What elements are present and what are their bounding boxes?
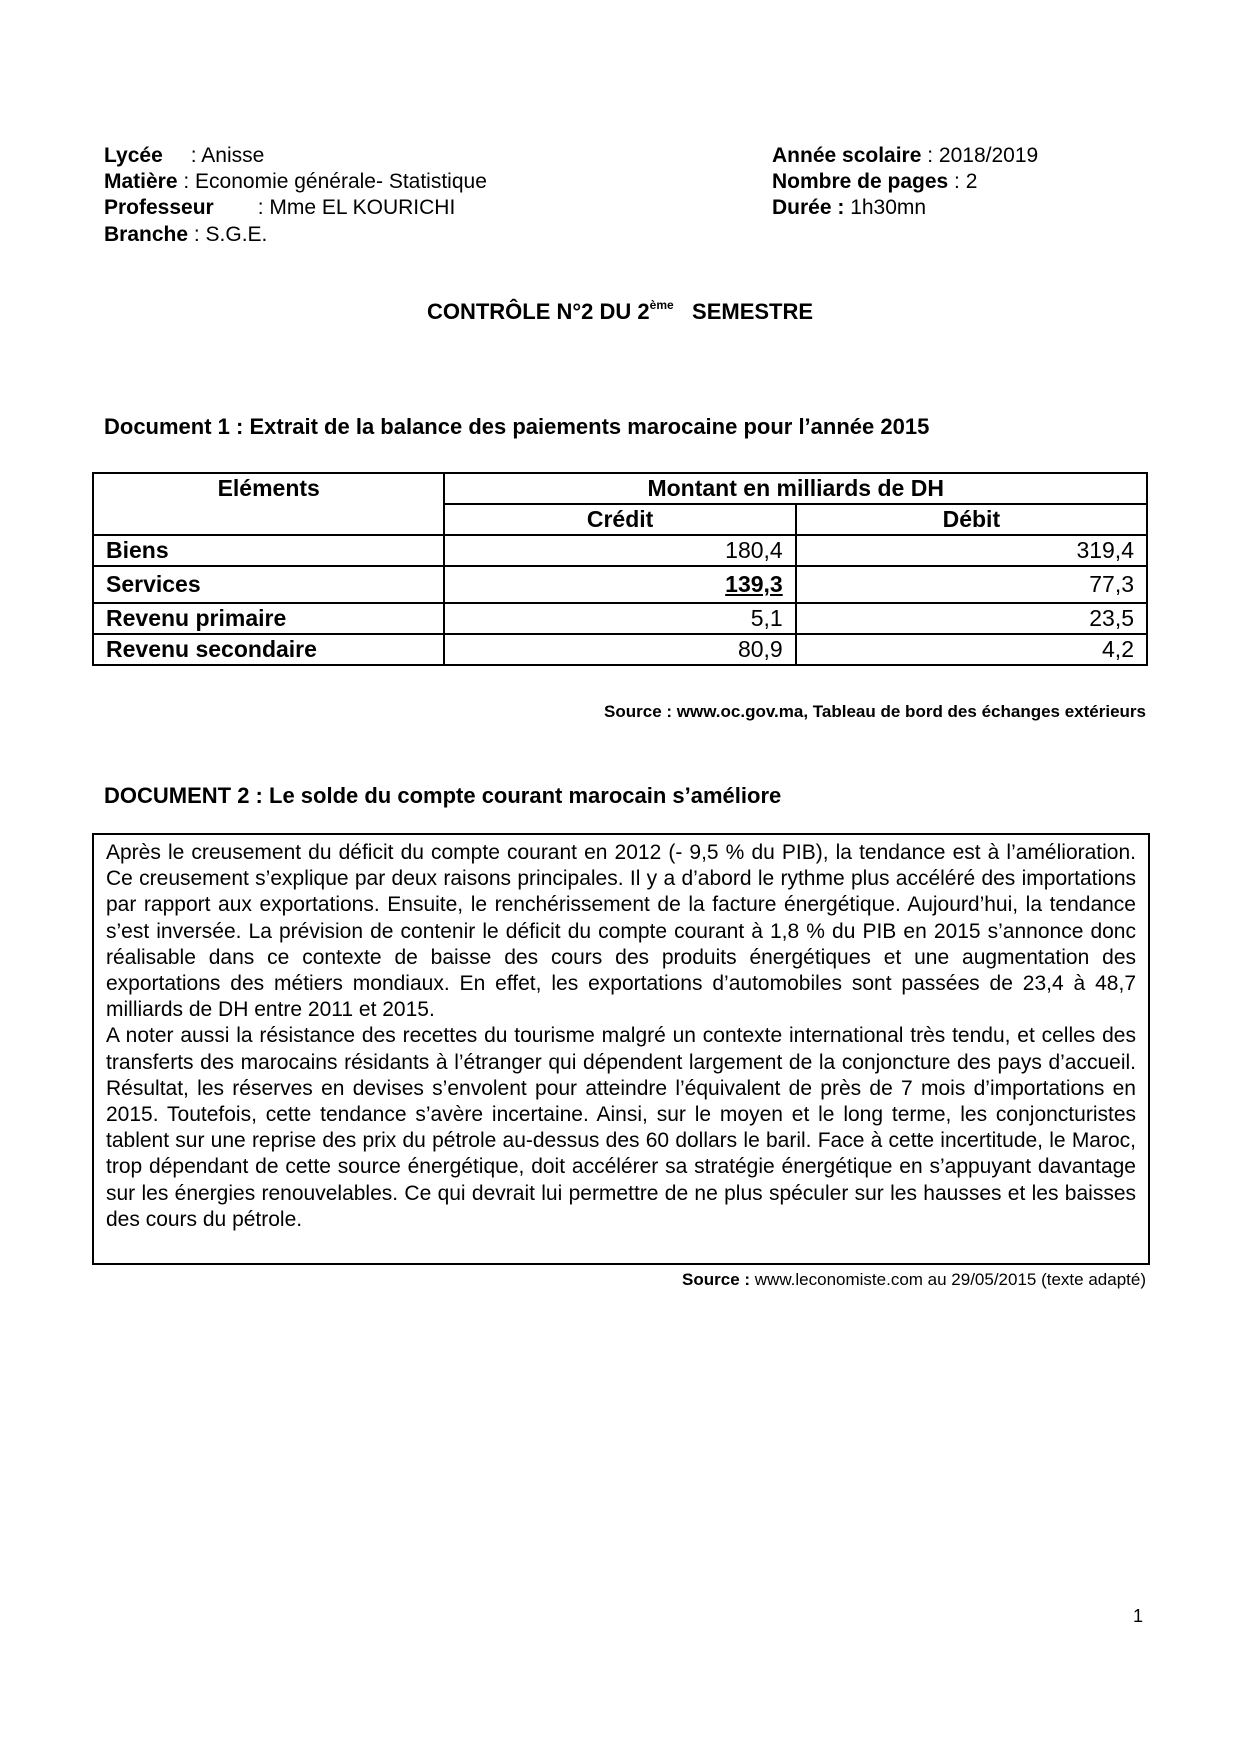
header-pages <box>772 169 977 195</box>
header-duree <box>772 195 926 221</box>
pages-label: Nombre de pages <box>772 170 949 193</box>
title-tail: SEMESTRE <box>692 299 814 324</box>
table-header-row <box>93 473 1147 504</box>
header-matiere <box>104 169 487 195</box>
matiere-value: : Economie générale- Statistique <box>177 170 487 193</box>
matiere-label: Matière <box>104 170 178 193</box>
document2-source-value: www.leconomiste.com au 29/05/2015 (texte adapté) <box>750 1270 1146 1289</box>
row-label: Services <box>93 566 444 603</box>
title-sup: ème <box>649 298 674 312</box>
document2-paragraph-2: A noter aussi la résistance des recettes du tourisme malgré un contexte international très tendu, et celles des transferts des marocains résidants à l’étranger qui dépendent largement de la conjoncture des pays d’accueil. Résultat, les réserves en devises s’envolent pour atteindre l’équivalent de près de 7 mois d’importations en 2015. Toutefois, cette tendance s’avère incertaine. Ainsi, sur le moyen et le long terme, les conjoncturistes tablent sur une reprise des prix du pétrole au-dessus des 60 dollars le baril. Face à cette incertitude, le Maroc, trop dépendant de cette source énergétique, doit accélérer sa stratégie énergétique en s’appuyant davantage sur les énergies renouvelables. Ce qui devrait lui permettre de ne plus spéculer sur les hausses et les baisses des cours du pétrole. <box>106 1024 1136 1231</box>
table-row <box>93 566 1147 603</box>
branche-label: Branche <box>104 223 189 246</box>
lycee-label: Lycée <box>104 144 163 167</box>
pages-value: : 2 <box>948 170 978 193</box>
col-montant: Montant en milliards de DH <box>444 473 1147 504</box>
professeur-label: Professeur <box>104 196 214 219</box>
document1-source: Source : www.oc.gov.ma, Tableau de bord des échanges extérieurs <box>604 702 1146 721</box>
row-credit: 5,1 <box>444 603 795 634</box>
annee-label: Année scolaire <box>772 144 922 167</box>
row-credit: 80,9 <box>444 634 795 665</box>
table-row <box>93 535 1147 566</box>
document2-source <box>682 1270 1146 1290</box>
page-number: 1 <box>1133 1606 1144 1626</box>
annee-value: : 2018/2019 <box>921 144 1039 167</box>
col-elements: Eléments <box>93 473 444 535</box>
row-credit: 180,4 <box>444 535 795 566</box>
duree-value: 1h30mn <box>844 196 927 219</box>
row-debit: 23,5 <box>796 603 1147 634</box>
header-branche <box>104 222 267 248</box>
col-credit: Crédit <box>444 504 795 535</box>
row-label: Revenu secondaire <box>93 634 444 665</box>
row-debit: 77,3 <box>796 566 1147 603</box>
duree-label: Durée : <box>772 196 845 219</box>
professeur-value: : Mme EL KOURICHI <box>257 196 456 219</box>
document1-heading: Document 1 : Extrait de la balance des paiements marocaine pour l’année 2015 <box>104 414 930 439</box>
document2-heading: DOCUMENT 2 : Le solde du compte courant marocain s’améliore <box>104 783 782 808</box>
col-debit: Débit <box>796 504 1147 535</box>
header-annee <box>772 143 1038 169</box>
lycee-value: : Anisse <box>190 144 265 167</box>
document2-source-label: Source : <box>682 1270 751 1289</box>
header-lycee <box>104 143 264 169</box>
row-debit: 4,2 <box>796 634 1147 665</box>
page-title <box>0 298 1240 325</box>
row-credit <box>444 566 795 603</box>
balance-table <box>92 472 1148 666</box>
branche-value: : S.G.E. <box>188 223 268 246</box>
document2-text-box <box>92 833 1150 1265</box>
document2-paragraph-1: Après le creusement du déficit du compte courant en 2012 (- 9,5 % du PIB), la tendance est à l’amélioration. Ce creusement s’explique par deux raisons principales. Il y a d’abord le rythme plus accéléré des importations par rapport aux exportations. Ensuite, le renchérissement de la facture énergétique. Aujourd’hui, la tendance s’est inversée. La prévision de contenir le déficit du compte courant à 1,8 % du PIB en 2015 s’annonce donc réalisable dans ce contexte de baisse des cours des produits énergétiques et une augmentation des exportations des métiers mondiaux. En effet, les exportations d’automobiles sont passées de 23,4 à 48,7 milliards de DH entre 2011 et 2015. <box>106 841 1136 1022</box>
row-label: Revenu primaire <box>93 603 444 634</box>
title-main: CONTRÔLE N°2 DU 2 <box>426 299 650 324</box>
table-row <box>93 634 1147 665</box>
row-credit-value: 139,3 <box>725 571 783 597</box>
table-row <box>93 603 1147 634</box>
header-professeur <box>104 195 455 221</box>
row-debit: 319,4 <box>796 535 1147 566</box>
row-label: Biens <box>93 535 444 566</box>
